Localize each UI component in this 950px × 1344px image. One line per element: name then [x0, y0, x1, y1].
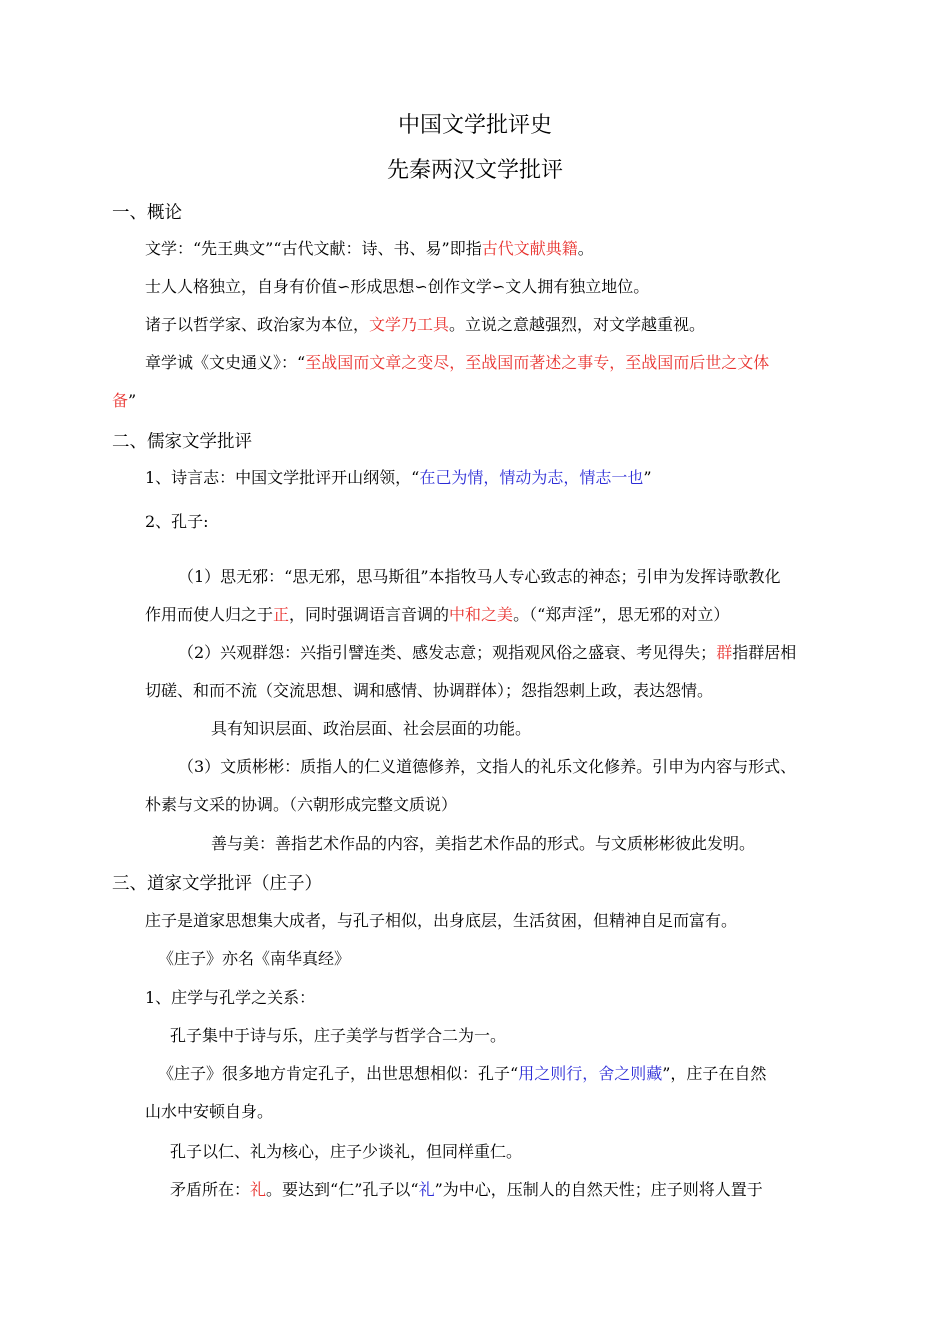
- paragraph: 2、孔子:: [145, 512, 209, 531]
- text-run: （2）兴观群怨：兴指引譬连类、感发志意；观指观风俗之盛衰、考见得失；: [178, 643, 717, 662]
- highlight-red: 礼: [250, 1180, 267, 1199]
- section-heading-daoist: 三、道家文学批评（庄子）: [112, 874, 322, 894]
- highlight-red: 中和之美: [449, 605, 514, 624]
- section-heading-confucian: 二、儒家文学批评: [112, 432, 252, 452]
- paragraph: （1）思无邪：“思无邪，思马斯徂”本指牧马人专心致志的神态；引申为发挥诗歌教化: [178, 567, 781, 586]
- page-title: 中国文学批评史: [397, 113, 552, 138]
- paragraph-continuation: 山水中安顿自身。: [145, 1102, 274, 1121]
- text-run: 《庄子》很多地方肯定孔子，出世思想相似：孔子“: [158, 1064, 519, 1083]
- section-heading-overview: 一、概论: [112, 203, 182, 223]
- page-subtitle: 先秦两汉文学批评: [386, 158, 563, 183]
- text-run: 。: [577, 239, 594, 258]
- paragraph-continuation: 朴素与文采的协调。（六朝形成完整文质说）: [145, 795, 458, 814]
- text-run: 矛盾所在：: [170, 1180, 251, 1199]
- paragraph: 善与美：善指艺术作品的内容，美指艺术作品的形式。与文质彬彬彼此发明。: [211, 834, 756, 853]
- text-run: 文学：“先王典文”“古代文献：诗、书、易”即指: [145, 239, 482, 258]
- highlight-blue: 在己为情，情动为志，情志一也: [419, 468, 644, 487]
- text-run: ”为中心，压制人的自然天性；庄子则将人置于: [434, 1180, 763, 1199]
- text-run: 1、诗言志：中国文学批评开山纲领，“: [145, 468, 420, 487]
- text-run: ”: [128, 391, 137, 410]
- paragraph: [145, 467, 652, 489]
- paragraph-continuation: [112, 390, 136, 412]
- text-run: 章学诚《文史通义》：“: [145, 353, 306, 372]
- highlight-red: 群: [716, 643, 733, 662]
- paragraph: 孔子以仁、礼为核心，庄子少谈礼，但同样重仁。: [170, 1142, 523, 1161]
- paragraph: [145, 314, 705, 336]
- paragraph: 庄子是道家思想集大成者，与孔子相似，出身底层，生活贫困，但精神自足而富有。: [145, 911, 738, 930]
- paragraph-continuation: 切磋、和而不流（交流思想、调和感情、协调群体）；怨指怨刺上政，表达怨情。: [145, 681, 714, 700]
- paragraph: [158, 1063, 766, 1085]
- text-run: 。（“郑声淫”，思无邪的对立）: [513, 605, 730, 624]
- paragraph: 《庄子》亦名《南华真经》: [158, 949, 351, 968]
- paragraph: 1、庄学与孔学之关系：: [145, 988, 316, 1007]
- text-run: 。立说之意越强烈，对文学越重视。: [449, 315, 706, 334]
- paragraph: [145, 352, 769, 374]
- paragraph: [170, 1179, 763, 1201]
- highlight-red: 至战国而文章之变尽，至战国而著述之事专，至战国而后世之文体: [305, 353, 770, 372]
- paragraph: [145, 238, 594, 260]
- highlight-red: 备: [112, 391, 129, 410]
- paragraph-continuation: [145, 604, 729, 626]
- text-run: ”: [643, 468, 652, 487]
- text-run: 作用而使人归之于: [145, 605, 274, 624]
- text-run: 诸子以哲学家、政治家为本位，: [145, 315, 370, 334]
- text-run: 指群居相: [732, 643, 797, 662]
- highlight-red: 正: [273, 605, 290, 624]
- paragraph: 士人人格独立，自身有价值∽形成思想∽创作文学∽文人拥有独立地位。: [145, 277, 650, 296]
- highlight-blue: 礼: [418, 1180, 435, 1199]
- paragraph: 孔子集中于诗与乐，庄子美学与哲学合二为一。: [170, 1026, 507, 1045]
- text-run: 。要达到“仁”孔子以“: [266, 1180, 419, 1199]
- paragraph: 具有知识层面、政治层面、社会层面的功能。: [211, 719, 532, 738]
- paragraph: [178, 642, 796, 664]
- text-run: ”，庄子在自然: [662, 1064, 767, 1083]
- text-run: ，同时强调语言音调的: [289, 605, 450, 624]
- highlight-blue: 用之则行，舍之则藏: [518, 1064, 663, 1083]
- highlight-red: 文学乃工具: [369, 315, 450, 334]
- highlight-red: 古代文献典籍: [481, 239, 578, 258]
- paragraph: （3）文质彬彬：质指人的仁义道德修养，文指人的礼乐文化修养。引申为内容与形式、: [178, 757, 797, 776]
